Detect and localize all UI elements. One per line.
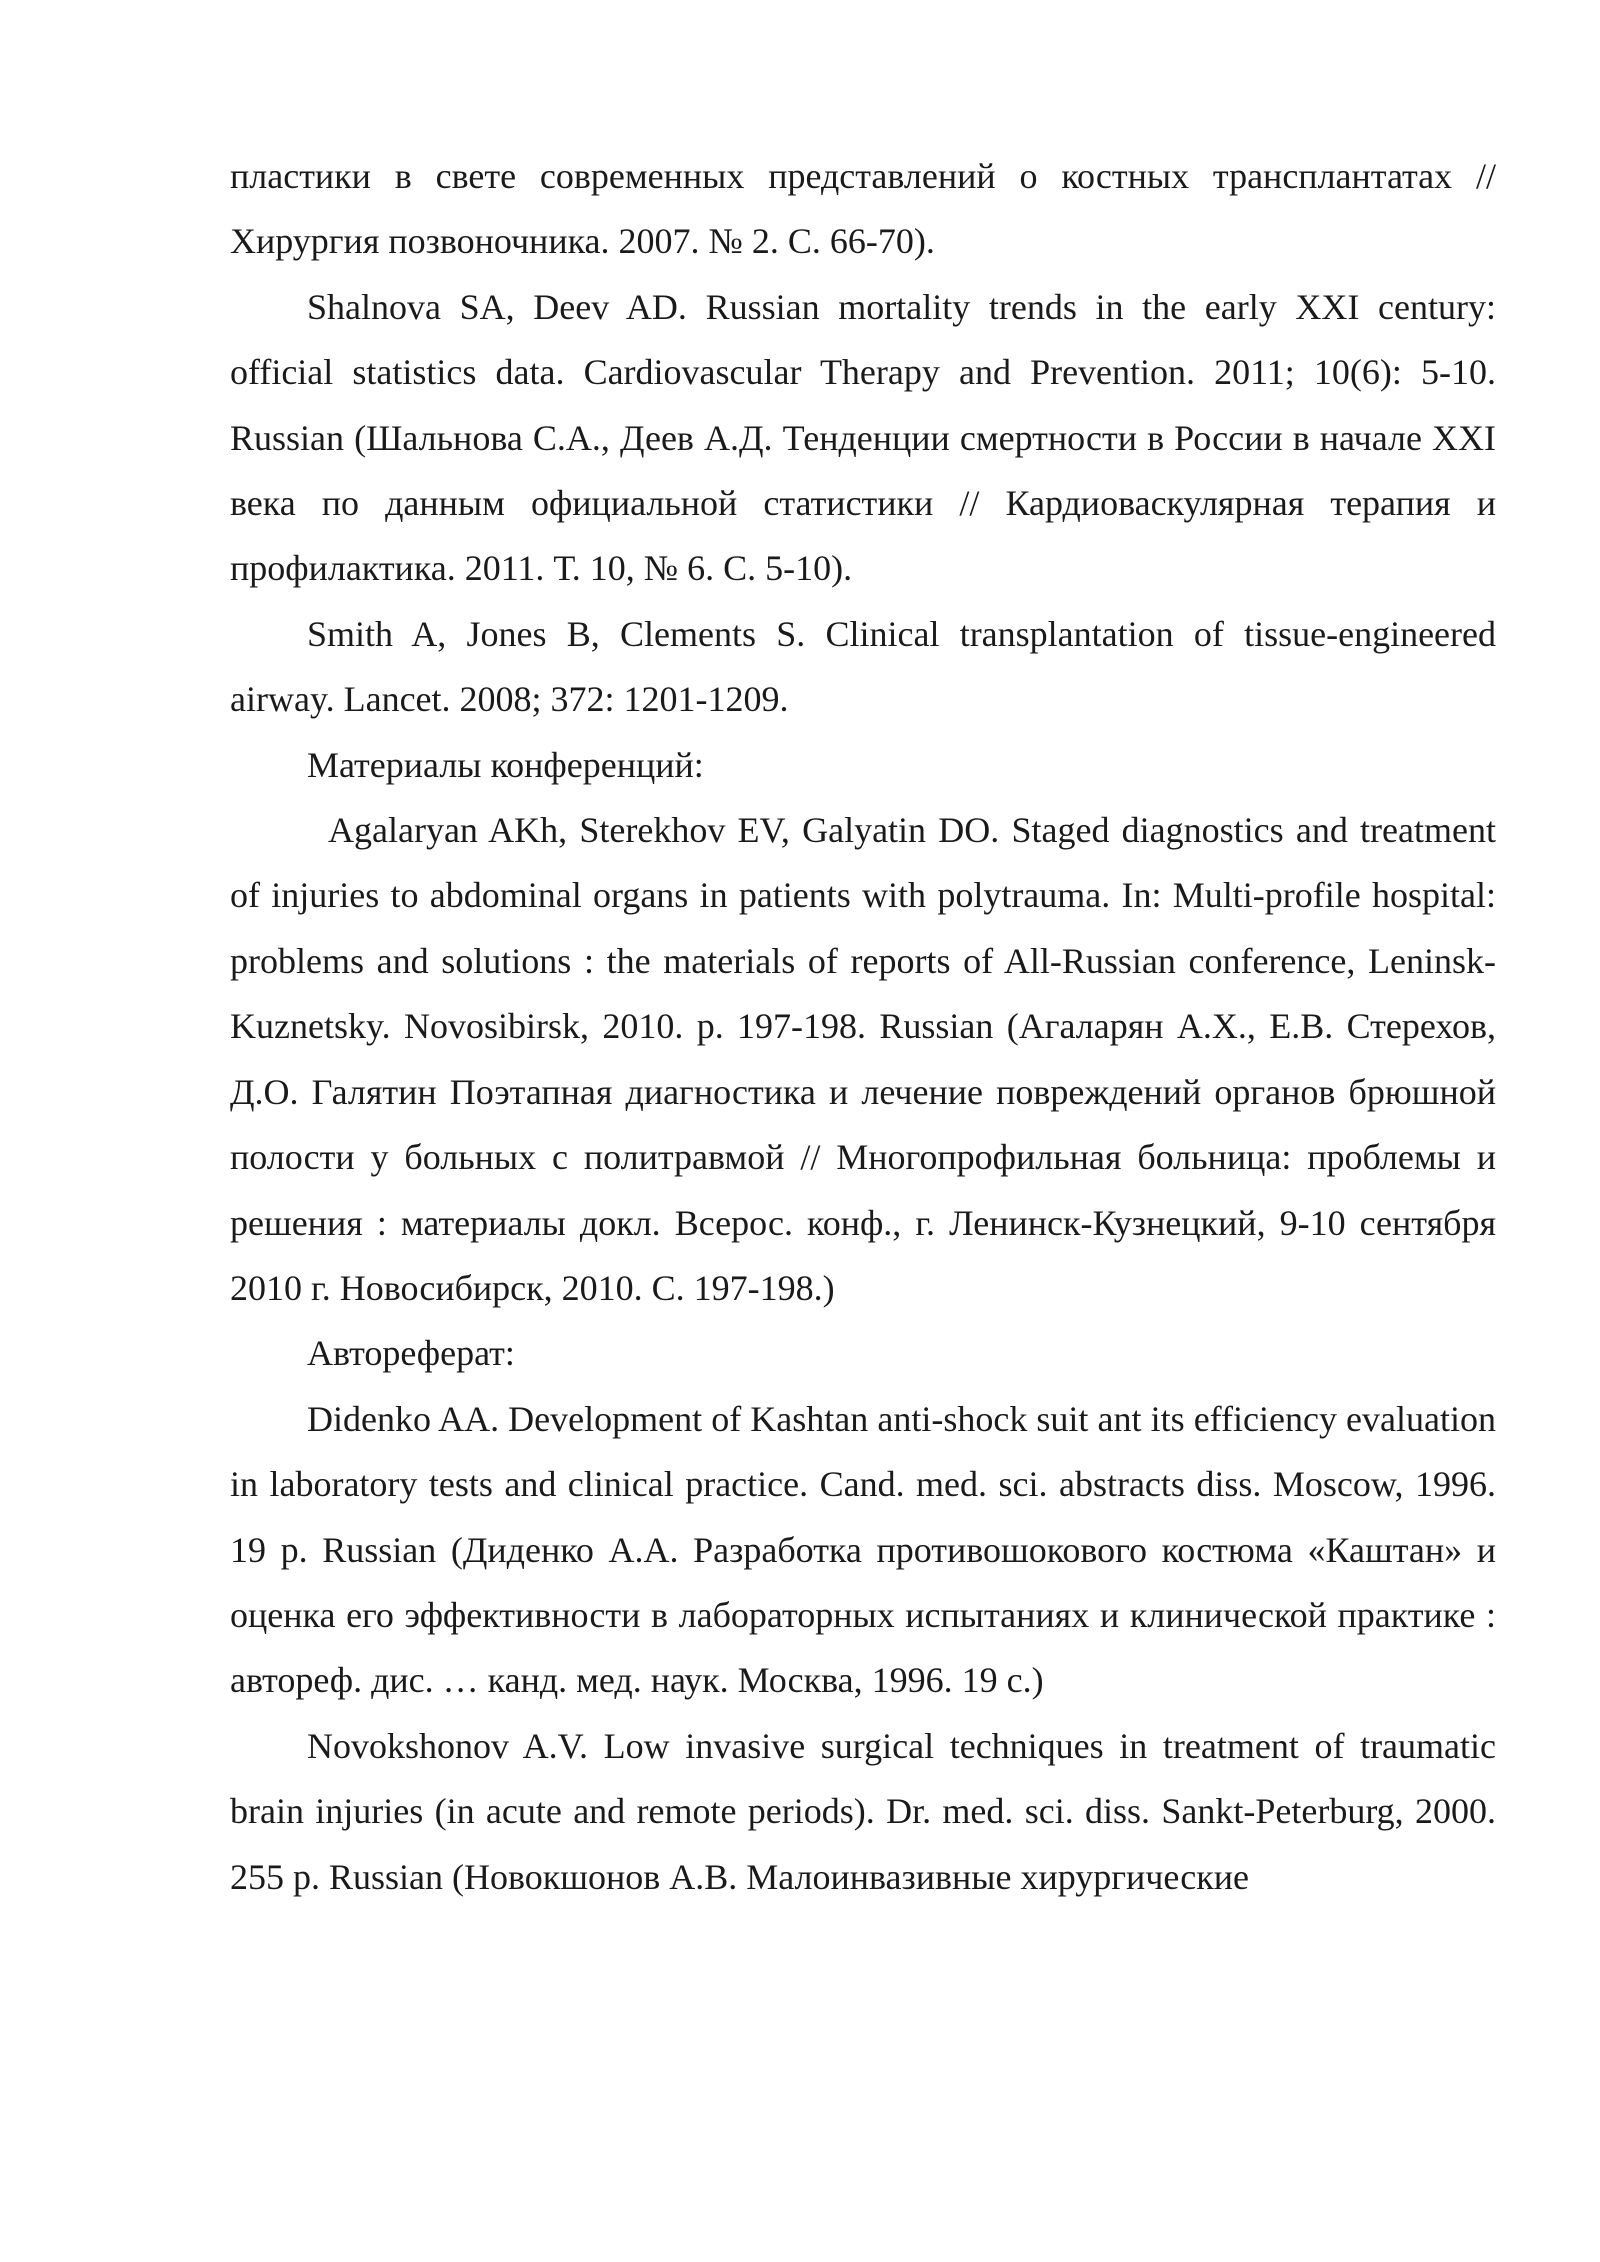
reference-agalaryan: Agalaryan AKh, Sterekhov EV, Galyatin DO. Staged diagnostics and treatment of injuries to abdominal organs in patients with polytrauma. In: Multi-profile hospital: problems and solutions : the materials of reports of All-Russian conference, Leninsk-Kuznetsky. Novosibirsk, 2010. p. 197-198. Russian (Агаларян А.Х., Е.В. Стерехов, Д.О. Галятин Поэтапная диагностика и лечение повреждений органов брюшной полости у больных с политравмой // Многопрофильная больница: проблемы и решения : материалы докл. Всерос. конф., г. Ленинск-Кузнецкий, 9-10 сентября 2010 г. Новосибирск, 2010. С. 197-198.) (230, 810, 1496, 1308)
section-heading-conferences: Материалы конференций: (307, 744, 704, 785)
section-heading-abstract: Автореферат: (307, 1333, 515, 1374)
reference-shalnova: Shalnova SA, Deev AD. Russian mortality trends in the early XXI century: official statistics data. Cardiovascular Therapy and Prevention. 2011; 10(6): 5-10. Russian (Шальнова С.А., Деев А.Д. Тенденции смертности в России в начале XXI века по данным официальной статистики // Кардиоваскулярная терапия и профилактика. 2011. Т. 10, № 6. С. 5-10). (230, 286, 1496, 589)
reference-smith: Smith A, Jones B, Clements S. Clinical transplantation of tissue-engineered airway. Lancet. 2008; 372: 1201-1209. (230, 613, 1496, 720)
reference-didenko: Didenko AA. Development of Kashtan anti-shock suit ant its efficiency evaluation in laboratory tests and clinical practice. Cand. med. sci. abstracts diss. Moscow, 1996. 19 p. Russian (Диденко А.А. Разработка противошокового костюма «Каштан» и оценка его эффективности в лабораторных испытаниях и клинической практике : автореф. дис. … канд. мед. наук. Москва, 1996. 19 с.) (230, 1398, 1496, 1701)
reference-continuation: пластики в свете современных представлений о костных трансплантатах // Хирургия позвоночника. 2007. № 2. С. 66-70). (230, 156, 1496, 262)
reference-list (230, 144, 1496, 1910)
reference-novokshonov: Novokshonov A.V. Low invasive surgical techniques in treatment of traumatic brain injuries (in acute and remote periods). Dr. med. sci. diss. Sankt-Peterburg, 2000. 255 p. Russian (Новокшонов А.В. Малоинвазивные хирургические (230, 1725, 1496, 1897)
